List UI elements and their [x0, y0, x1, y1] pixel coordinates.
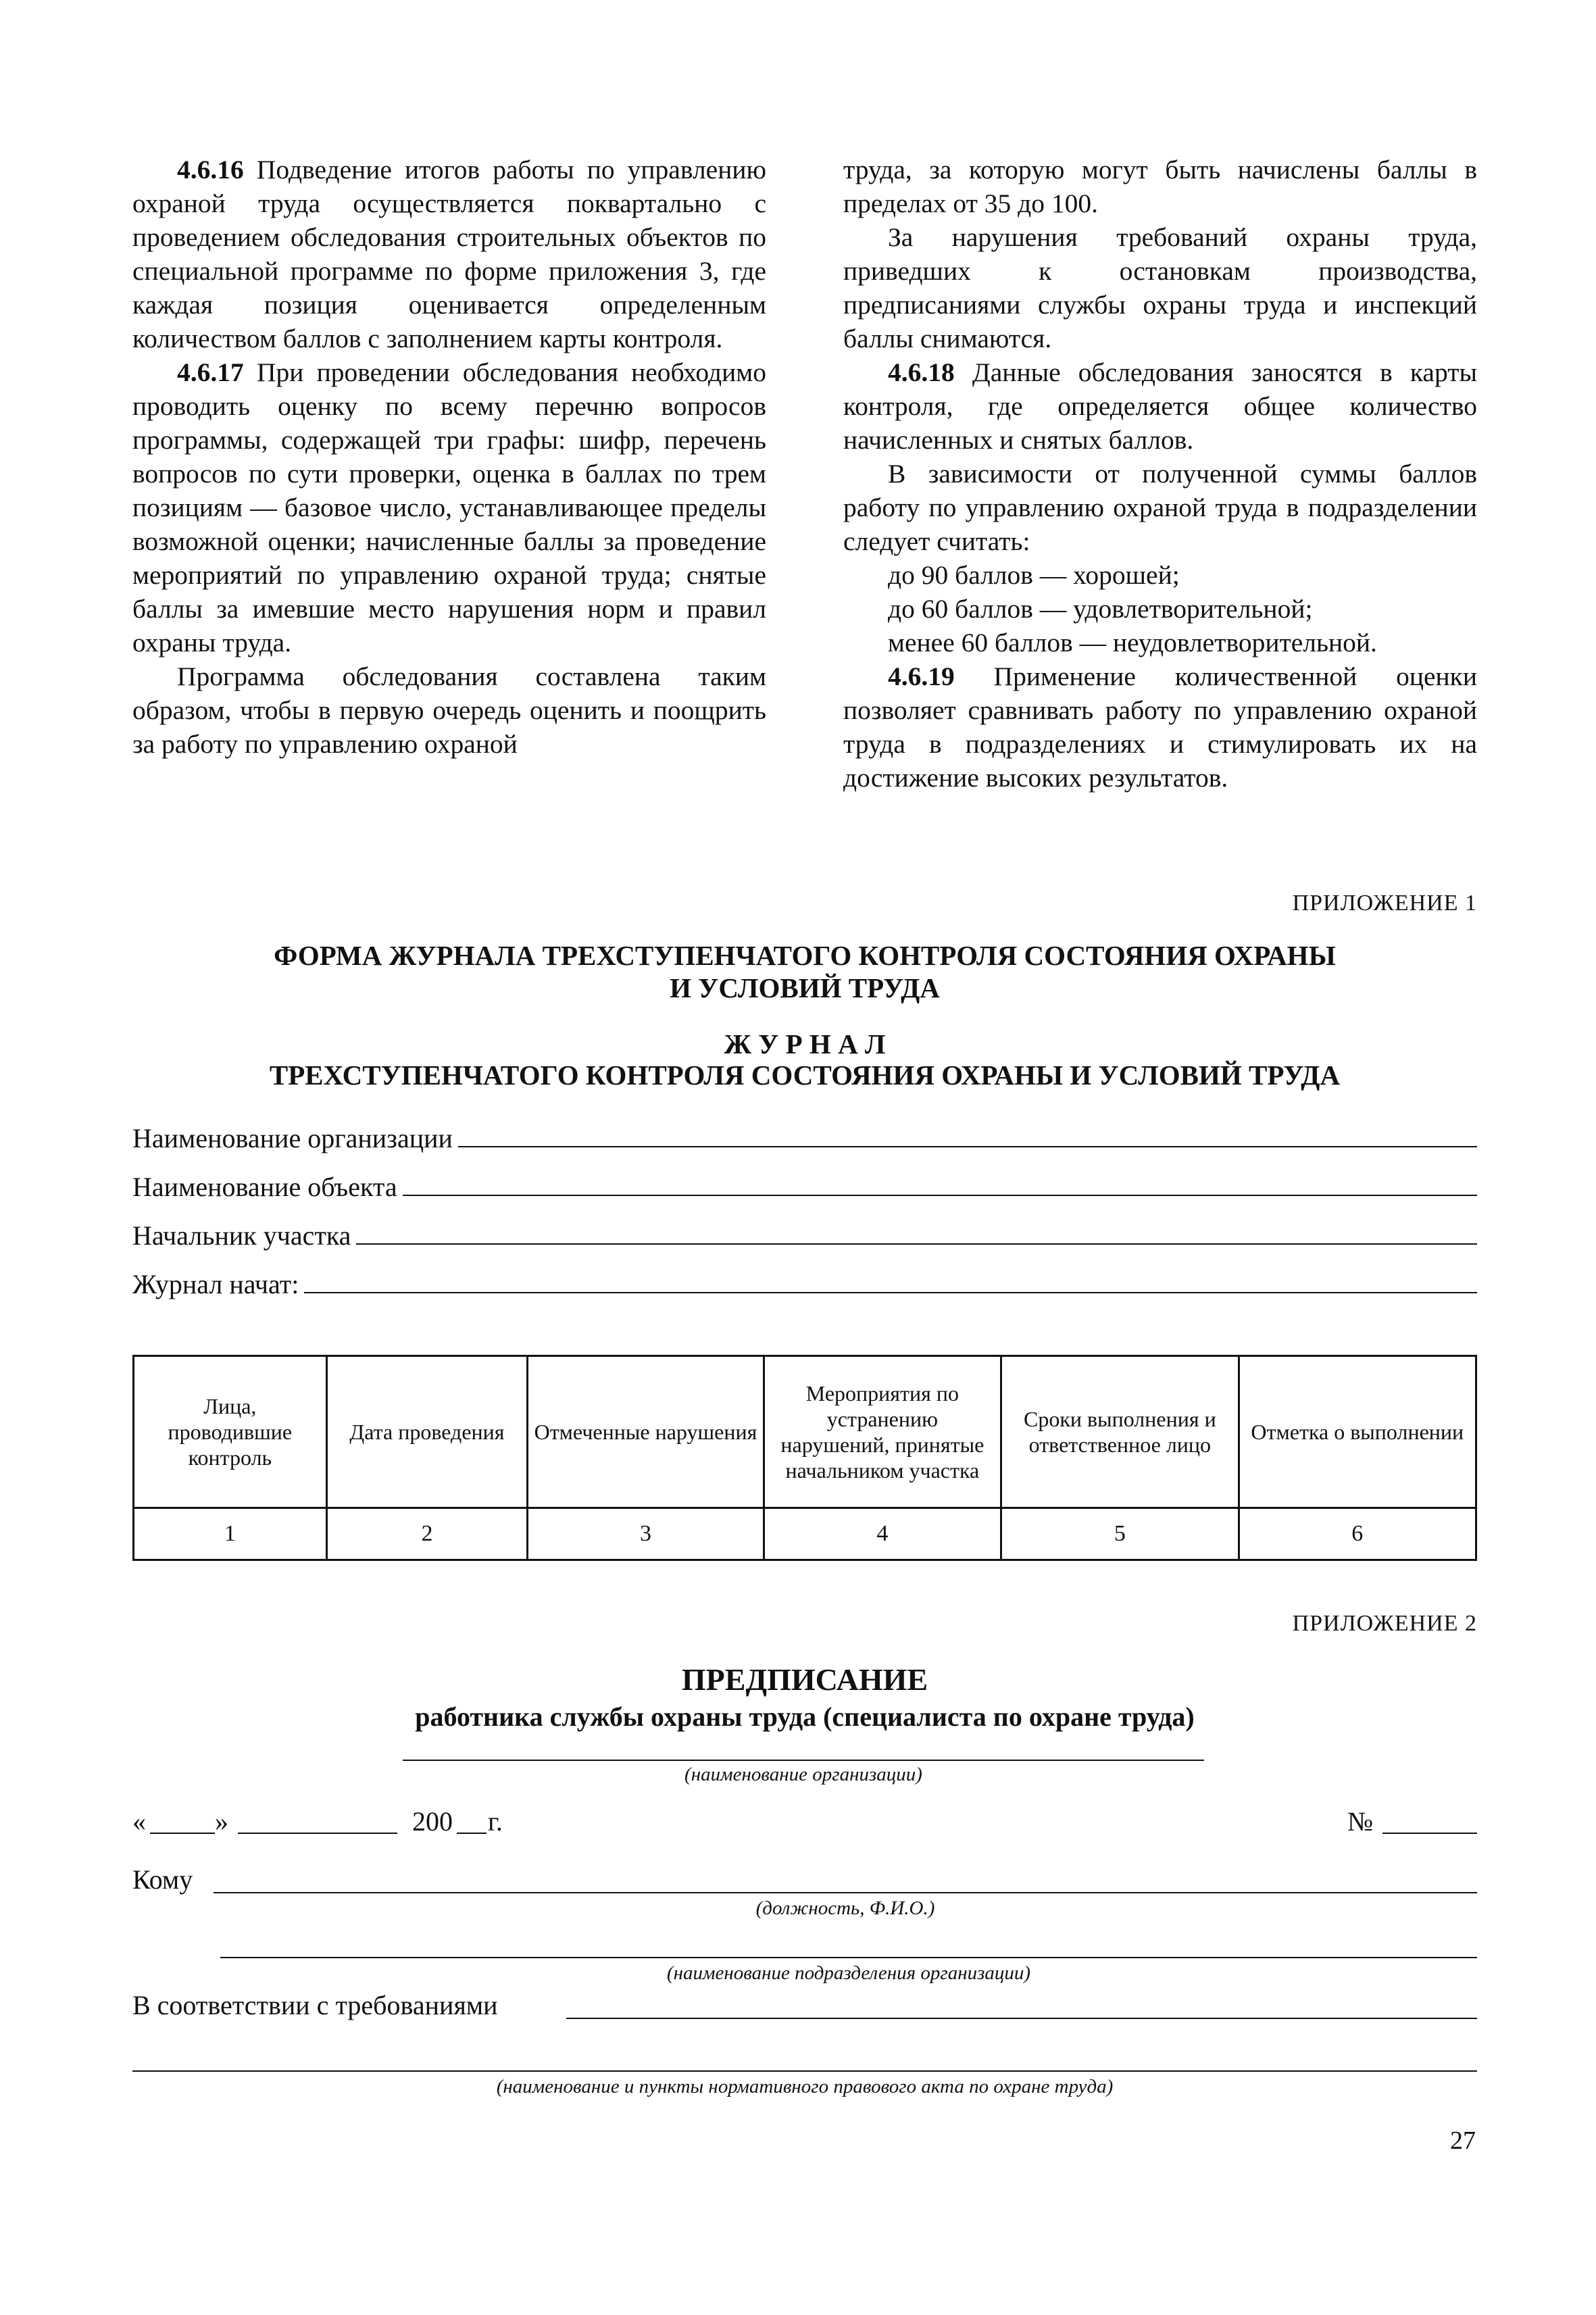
prescription-subtitle: работника службы охраны труда (специалиста по охране труда) [415, 1701, 1195, 1732]
table-number-cell: 3 [528, 1508, 764, 1560]
day-fill-line[interactable] [150, 1833, 215, 1834]
date-close-quote: » [215, 1806, 228, 1837]
paragraph-continuation [843, 153, 1477, 220]
paragraph-text: до 60 баллов — удовлетворительной; [888, 594, 1313, 624]
two-column-text [132, 153, 1477, 795]
division-caption: (наименование подразделения организации) [666, 1962, 1031, 1984]
division-fill-line[interactable] [220, 1957, 1477, 1958]
accordance-label: В соответствии с требованиями [132, 1990, 498, 2020]
paragraph-text: За нарушения требований охраны труда, приведших к остановкам производства, предписаниями службы охраны труда и инспекций баллы снимаются. [843, 222, 1477, 353]
date-open-quote: « [132, 1806, 146, 1837]
field-label: Журнал начат: [132, 1269, 299, 1299]
journal-heading [132, 1028, 1477, 1091]
table-number-cell: 4 [764, 1508, 1001, 1560]
page-number: 27 [1450, 2126, 1476, 2155]
field-label: Наименование организации [132, 1123, 453, 1153]
journal-table [132, 1355, 1477, 1561]
paragraph-text: труда, за которую могут быть начислены баллы в пределах от 35 до 100. [843, 155, 1477, 218]
object-name-field[interactable] [132, 1170, 1477, 1203]
act-caption: (наименование и пункты нормативного правового акта по охране труда) [496, 2076, 1114, 2097]
table-number-cell: 6 [1239, 1508, 1476, 1560]
table-number-cell: 1 [134, 1508, 327, 1560]
to-label: Кому [132, 1864, 193, 1895]
appendix-1-title-line: И УСЛОВИЙ ТРУДА [670, 972, 940, 1003]
paragraph-4-6-17 [132, 355, 766, 659]
field-label: Наименование объекта [132, 1172, 397, 1202]
organization-fill-line[interactable] [403, 1760, 1204, 1761]
table-header-cell: Мероприятия по устранению нарушений, принятые начальником участка [764, 1356, 1001, 1508]
paragraph-text: Данные обследования заносятся в карты контроля, где определяется общее количество начисленных и снятых баллов. [843, 357, 1477, 455]
clause-number: 4.6.16 [177, 155, 244, 184]
table-number-row [134, 1508, 1476, 1560]
paragraph-program [132, 659, 766, 761]
paragraph-4-6-19 [843, 659, 1477, 795]
paragraph-4-6-16 [132, 153, 766, 355]
accordance-fill-line[interactable] [566, 2018, 1477, 2019]
paragraph-violations [843, 220, 1477, 355]
number-fill-line[interactable] [1382, 1833, 1477, 1834]
table-header-row [134, 1356, 1476, 1508]
table-header-cell: Отмеченные нарушения [528, 1356, 764, 1508]
paragraph-text: Применение количественной оценки позволяет сравнивать работу по управлению охраной труда в подразделениях и стимулировать их на достижение высоких результатов. [843, 662, 1477, 793]
clause-number: 4.6.17 [177, 357, 244, 387]
organization-caption: (наименование организации) [684, 1764, 922, 1785]
year-suffix: г. [488, 1806, 503, 1837]
score-satisfactory [843, 592, 1477, 626]
right-column [843, 153, 1477, 795]
table-header-cell: Дата проведения [326, 1356, 528, 1508]
organization-name-field[interactable] [132, 1122, 1477, 1154]
prescription-title: ПРЕДПИСАНИЕ [681, 1662, 928, 1697]
table-number-cell: 2 [326, 1508, 528, 1560]
to-fill-line[interactable] [214, 1892, 1477, 1893]
appendix-2-label: ПРИЛОЖЕНИЕ 2 [1292, 1611, 1477, 1636]
appendix-1-label: ПРИЛОЖЕНИЕ 1 [1292, 891, 1477, 916]
table-number-cell: 5 [1001, 1508, 1239, 1560]
score-unsatisfactory [843, 626, 1477, 659]
paragraph-4-6-18 [843, 355, 1477, 457]
number-sign: № [1347, 1806, 1374, 1837]
table-header-cell: Отметка о выполнении [1239, 1356, 1476, 1508]
month-fill-line[interactable] [238, 1833, 397, 1834]
clause-number: 4.6.19 [888, 662, 955, 691]
journal-started-field[interactable] [132, 1268, 1477, 1300]
clause-number: 4.6.18 [888, 357, 955, 387]
paragraph-text: В зависимости от полученной суммы баллов работу по управлению охраной труда в подразделении следует считать: [843, 459, 1477, 556]
fill-line[interactable] [304, 1268, 1477, 1293]
field-label: Начальник участка [132, 1220, 351, 1251]
appendix-1-title [132, 939, 1477, 1004]
to-caption: (должность, Ф.И.О.) [755, 1897, 935, 1919]
paragraph-text: При проведении обследования необходимо проводить оценку по всему перечню вопросов программы, содержащей три графы: шифр, перечень вопросов по сути проверки, оценка в баллах по трем позициям — базовое число, устанавливающее пределы возможной оценки; начисленные баллы за проведение мероприятий по управлению охраной труда; снятые баллы за имевшие место нарушения норм и правил охраны труда. [132, 357, 766, 657]
year-fill-line[interactable] [457, 1833, 487, 1834]
score-good [843, 558, 1477, 592]
fill-line[interactable] [356, 1219, 1477, 1245]
journal-subtitle: ТРЕХСТУПЕНЧАТОГО КОНТРОЛЯ СОСТОЯНИЯ ОХРАНЫ И УСЛОВИЙ ТРУДА [269, 1060, 1341, 1091]
left-column [132, 153, 766, 795]
paragraph-text: Программа обследования составлена таким образом, чтобы в первую очередь оценить и поощрить за работу по управлению охраной [132, 662, 766, 759]
paragraph-scores [843, 457, 1477, 558]
year-prefix: 200 [412, 1806, 453, 1837]
site-chief-field[interactable] [132, 1219, 1477, 1251]
journal-word: Ж У Р Н А Л [724, 1028, 886, 1060]
act-fill-line[interactable] [132, 2070, 1477, 2072]
paragraph-text: Подведение итогов работы по управлению охраной труда осуществляется поквартально с проведением обследования строительных объектов по специальной программе по форме приложения 3, где каждая позиция оценивается определенным количеством баллов с заполнением карты контроля. [132, 155, 766, 353]
table-header-cell: Сроки выполнения и ответственное лицо [1001, 1356, 1239, 1508]
fill-line[interactable] [458, 1122, 1477, 1147]
table-header-cell: Лица, проводившие контроль [134, 1356, 327, 1508]
appendix-1-title-line: ФОРМА ЖУРНАЛА ТРЕХСТУПЕНЧАТОГО КОНТРОЛЯ СОСТОЯНИЯ ОХРАНЫ [274, 940, 1336, 971]
paragraph-text: до 90 баллов — хорошей; [888, 560, 1180, 590]
fill-line[interactable] [403, 1170, 1477, 1196]
paragraph-text: менее 60 баллов — неудовлетворительной. [888, 628, 1377, 657]
